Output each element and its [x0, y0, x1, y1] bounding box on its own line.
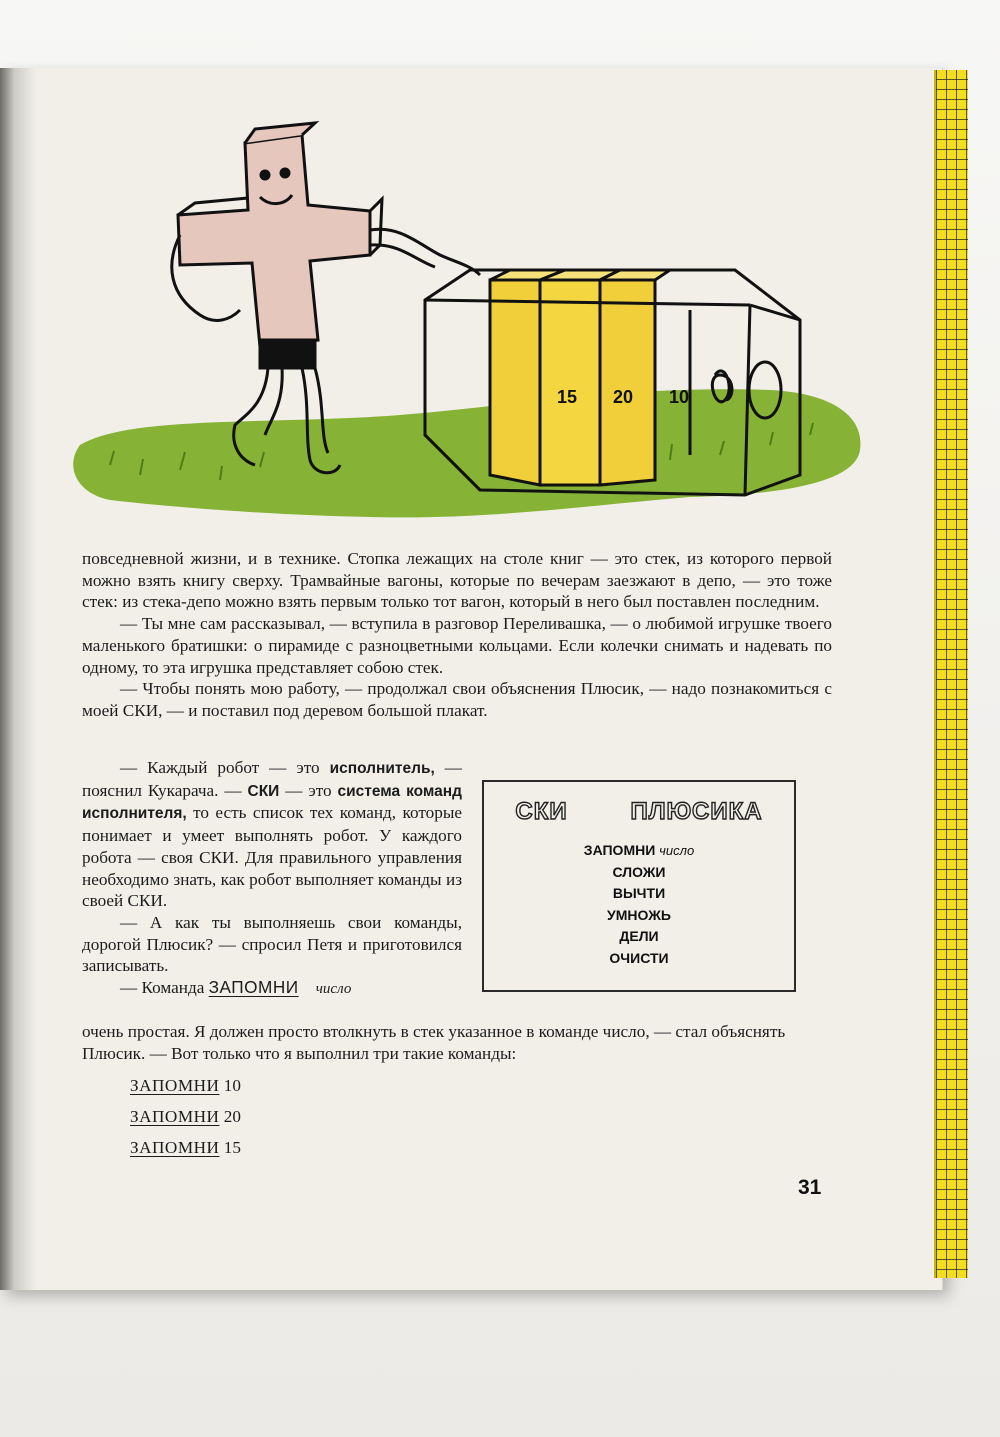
- paragraph-6-rest: очень простая. Я должен просто втолкнуть в стек указанное в команде число, — стал объяснять Плюсик. — Вот только что я выполнил три такие команды:: [82, 1022, 786, 1063]
- ski-poster-box: [482, 780, 796, 992]
- stack-label-15: 15: [556, 387, 578, 407]
- paragraph-1: повседневной жизни, и в технике. Стопка лежащих на столе книг — это стек, из которого первой можно взять книгу сверху. Трамвайные вагоны, которые по вечерам заезжают в депо, — это тоже стек: из стека-депо можно взять первым только тот вагон, который в него был поставлен последним.: [82, 549, 832, 612]
- command-zapomni: ЗАПОМНИ: [208, 977, 299, 998]
- plusik-stack-illustration: [70, 115, 870, 535]
- paragraph-5: — А как ты выполняешь свои команды, дорогой Плюсик? — спросил Петя и приготовился записывать.: [82, 912, 462, 976]
- p6-text-a: — Команда: [120, 978, 209, 998]
- main-text: [82, 548, 832, 722]
- left-column-text: [82, 757, 462, 1001]
- example-commands: [130, 1070, 241, 1163]
- ski-command-umnozh: УМНОЖЬ: [607, 906, 671, 923]
- example-line: ЗАПОМНИ 20: [130, 1107, 241, 1126]
- stack-plate-20: [540, 280, 600, 485]
- ski-command-vychti: ВЫЧТИ: [612, 885, 666, 901]
- paragraph-2: — Ты мне сам рассказывал, — вступила в разговор Переливашка, — о любимой игрушке твоего маленького братишки: о пирамиде с разноцветными кольцами. Если колечки снимать и надевать по одному, то эта игрушка представляет собою стек.: [82, 614, 832, 677]
- example-line: ЗАПОМНИ 15: [130, 1138, 241, 1157]
- ski-command-list: [484, 840, 794, 969]
- p4-text-a: — Каждый робот — это: [120, 758, 330, 777]
- page-number: 31: [798, 1176, 822, 1199]
- book-gutter-shadow: [0, 68, 36, 1290]
- ski-title-right: ПЛЮСИКА: [630, 798, 763, 825]
- term-sistema-komand: система команд исполнителя,: [82, 782, 462, 823]
- term-ispolnitel: исполнитель,: [329, 760, 435, 777]
- ski-poster-title: [484, 798, 794, 826]
- yellow-grid-cover-edge: [934, 70, 968, 1278]
- term-ski: СКИ: [247, 782, 280, 800]
- p4-text-g: то есть список тех команд, которые понимает и умеет выполнять робот. У каждого робота — своя СКИ. Для правильного управления необходимо знать, как робот выполняет команды из своей СКИ.: [82, 803, 462, 911]
- stack-label-20: 20: [612, 387, 634, 407]
- stack-label-10: 10: [668, 387, 690, 407]
- ski-title-left: СКИ: [515, 798, 568, 825]
- paragraph-3: — Чтобы понять мою работу, — продолжал свои объяснения Плюсик, — надо познакомиться с моей СКИ, — и поставил под деревом большой плакат.: [82, 679, 832, 720]
- p4-text-e: — это: [279, 780, 338, 800]
- paragraph-4: [82, 757, 462, 912]
- ski-command-ochisti: ОЧИСТИ: [609, 949, 669, 966]
- example-line: ЗАПОМНИ 10: [130, 1076, 241, 1095]
- grass-patch: [73, 389, 860, 517]
- ski-command-zapomni: ЗАПОМНИ число: [583, 842, 695, 858]
- ski-command-slozhi: СЛОЖИ: [612, 863, 666, 880]
- stack-plate-10: [600, 280, 655, 485]
- ski-command-deli: ДЕЛИ: [619, 928, 659, 944]
- paragraph-6-continuation: [82, 1021, 832, 1064]
- paragraph-6-start: [82, 977, 462, 1001]
- command-arg-chislo: число: [315, 981, 352, 998]
- p4-text-c: — пояснил Кукарача. —: [82, 758, 462, 800]
- stack-plate-15: [490, 280, 540, 485]
